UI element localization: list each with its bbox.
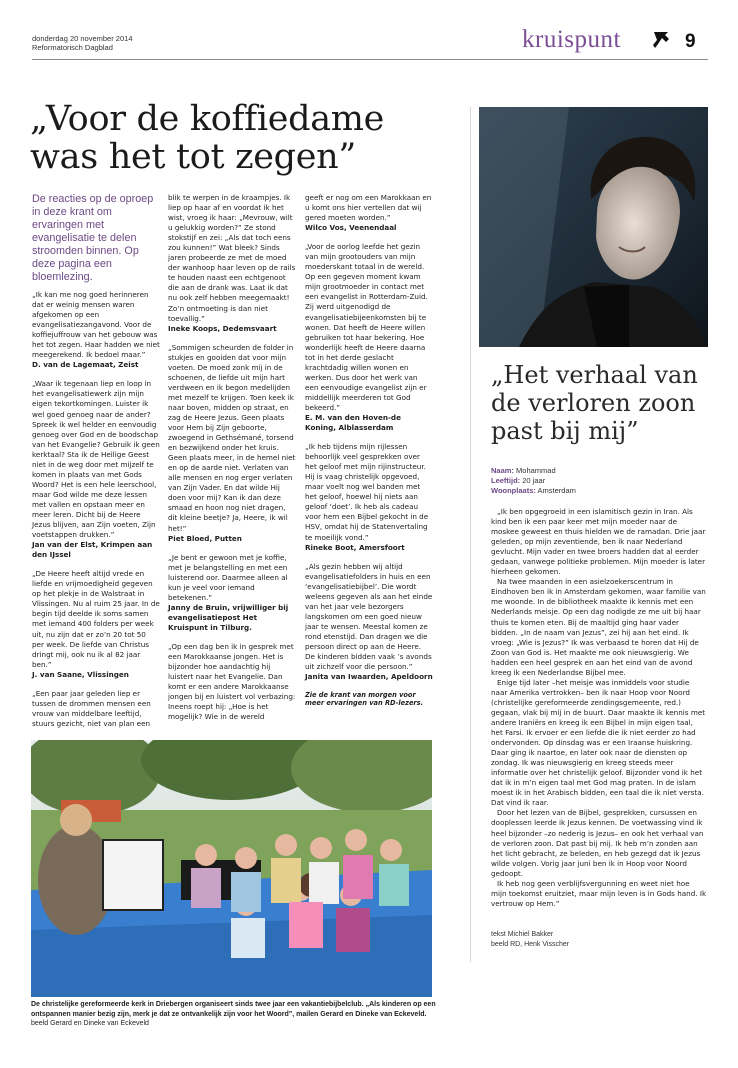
bible-club-photo: [31, 740, 432, 997]
letter-text: geeft er nog om een Marokkaan en u komt ons hier vertellen dat wij gered moeten worden.”: [305, 193, 432, 223]
letter-text: „Een paar jaar geleden liep er tussen de drommen mensen een vrouw van middelbare leeftijd, stuurs gezicht, niet van plan een: [32, 688, 151, 728]
letters-column-3: [305, 193, 433, 707]
letter: [305, 562, 433, 683]
name-value: Mohammad: [516, 466, 556, 475]
caption-text: De christelijke gereformeerde kerk in Driebergen organiseert sinds twee jaar een vakantiebijbelclub. „Als kinderen op een ontspannen manier bezig zijn, merk je dat ze ontvankelijk zijn voor het Woord”, mailen Gerard en Dineke van Eckeveld.: [31, 1001, 436, 1018]
name-label: Naam:: [491, 466, 514, 475]
letter-signature: Janny de Bruin, vrijwilliger bij evangelisatiepost Het Kruispunt in Tilburg.: [168, 602, 289, 632]
article-intro: De reacties op de oproep in deze krant om ervaringen met evangelisatie te delen stroomden binnen. Op deze pagina een bloemlezing.: [32, 193, 154, 283]
letter-text: „Als gezin hebben wij altijd evangelisatiefolders in huis en een ‘evangelisatiebijbel’. Die wordt weleens gegeven als aan het einde van het jaar vele bezorgers langskomen om een goed nieuw jaar te wensen. Meestal komen ze rond etenstijd. Dan dragen we die persoon direct op aan de Heere. De kinderen bidden vaak ’s avonds uit zichzelf voor die persoon.”: [305, 561, 433, 672]
place-value: Amsterdam: [537, 486, 576, 495]
letter-signature: J. van Saane, Vlissingen: [32, 669, 129, 679]
photo-caption: [31, 1000, 436, 1029]
more-experiences-note: Zie de krant van morgen voor meer ervaringen van RD-lezers.: [305, 691, 424, 708]
letter: [305, 193, 433, 233]
place-label: Woonplaats:: [491, 486, 536, 495]
testimony-story: [491, 507, 707, 909]
section-logo-icon: [652, 30, 670, 50]
page-headline: „Voor de koffiedame was het tot zegen”: [30, 99, 385, 177]
edition-date: donderdag 20 november 2014: [32, 34, 133, 43]
letter-signature: D. van de Lagemaat, Zeist: [32, 360, 139, 370]
profile-info: [491, 466, 576, 496]
pull-quote: „Het verhaal van de verloren zoon past bij mij”: [491, 361, 698, 445]
letter-text: „Ik kan me nog goed herinneren dat er weinig mensen waren afgekomen op een evangelisatiezangavond. Voor de koffiejuffrouw van het gebouw was het tot zegen. Haar hadden we niet meegerekend. Ik bedoel maar.”: [32, 290, 160, 360]
letter: [32, 689, 160, 729]
portrait-photo: [479, 107, 708, 347]
letter-text: „Ik heb tijdens mijn rijlessen behoorlijk veel gesprekken over het geloof met mijn rijinstructeur. Hij is vaag christelijk opgevoed, maar voelt nog wel banden met het geloof, hoewel hij niets aan geloof ‘doet’. Ik heb als cadeau voor hem een Bijbel gekocht in de HSV, omdat hij de Statenvertaling te moeilijk vond.”: [305, 442, 429, 542]
letter: [168, 553, 296, 633]
letter: [32, 569, 160, 680]
header-divider: [32, 59, 708, 60]
profile-name-row: [491, 466, 576, 476]
letter-text: „Op een dag ben ik in gesprek met een Marokkaanse jongen. Het is bijzonder hoe aandachtig hij luistert naar het Evangelie. Dan komt er een andere Marokkaanse jongen bij en luistert vol verbazing: Ineens roept hij: „Hoe is het mogelijk? Wie in de wereld: [168, 641, 296, 722]
letter-text: „Sommigen scheurden de folder in stukjes en gooiden dat voor mijn voeten. De moed zonk mij in de schoenen, de liefde uit mijn hart verdween en ik begon medelijden met mezelf te krijgen. Toen keek ik naar boven, midden op straat, en zag de Heere Jezus. Geen plaats voor Hem bij Zijn geboorte, zwoegend in Gethsémané, torsend en bezwijkend onder het kruis. Geen plaats meer, in de hemel niet en op de aarde niet. Verlaten van alle mensen en nog erger verlaten van Zijn Vader. En dat wilde Hij doen voor mij? Kan ik dan deze smaad en hoon nog niet dragen, dit kleine beetje? Ja, Heere, ik wil het!”: [168, 342, 296, 533]
story-paragraph: Door het lezen van de Bijbel, gesprekken, cursussen en dooplessen leerde ik Jezus kennen. De voetwassing vind ik heel bijzonder –zo nederig is Jezus– en ook het verhaal van de verloren zoon. Dat past bij mij. Ik heb m’n zonden aan het licht gebracht, ze beleden, en heb gezegd dat ik Jezus wilde volgen. Vorig jaar juni ben ik in Hoop voor Noord gedoopt.: [491, 808, 704, 878]
letter-signature: Jan van der Elst, Krimpen aan den IJssel: [32, 540, 153, 560]
profile-age-row: [491, 476, 576, 486]
story-paragraph: Na twee maanden in een asielzoekerscentrum in Eindhoven ben ik in Amsterdam gekomen, waar familie van me woonde. In de bibliotheek maakte ik kennis met een Nederlands meisje. Op een dag nodigde ze me uit bij haar thuis te komen eten. Bij de maaltijd ging haar vader bidden. „In de naam van Jezus”, zei hij aan het eind. Ik vroeg: „Wie is Jezus?” Ik was verbaasd te horen dat Hij de Zoon van God is. Het maakte me ook nieuwsgierig. We hadden een heel gesprek en aan het eind van de avond kreeg ik een Nederlandse Bijbel mee.: [491, 577, 706, 677]
letter-text: „Je bent er gewoon met je koffie, met je belangstelling en met een luisterend oor. Daarmee alleen al kun je veel voor iemand betekenen.”: [168, 552, 288, 602]
age-label: Leeftijd:: [491, 476, 521, 485]
story-credits: [491, 930, 569, 950]
letter-signature: Wilco Vos, Veenendaal: [305, 223, 397, 233]
section-title: kruispunt: [522, 26, 621, 53]
story-paragraph: „Ik ben opgegroeid in een islamitisch gezin in Iran. Als kind ben ik een paar keer met mijn moeder naar de moskee geweest en thuis hielden we de ramadan. Drie jaar geleden, op mijn zeventiende, ben ik naar Nederland gevlucht. Mijn vader en twee broers hadden dat al eerder gedaan, vanwege politieke problemen. Mijn moeder is later hierheen gekomen.: [491, 507, 706, 577]
letter-signature: Ineke Koops, Dedemsvaart: [168, 323, 277, 333]
age-value: 20 jaar: [522, 476, 546, 485]
letter: [32, 290, 160, 370]
letter: [168, 642, 296, 722]
caption-credit: beeld Gerard en Dineke van Eckeveld: [31, 1020, 149, 1028]
story-paragraph: Ik heb nog geen verblijfsvergunning en weet niet hoe mijn toekomst eruitziet, maar mijn leven is in Gods hand. Ik vertrouw op Hem.”: [491, 878, 707, 908]
letters-column-2: [168, 193, 296, 731]
letter-text: „Voor de oorlog leefde het gezin van mijn grootouders van mijn moederskant totaal in de wereld. Op een gegeven moment kwam mijn grootmoeder in contact met een evangelist in Rotterdam-Zuid. Zij werd uitgenodigd de evangelisatiebijeenkomsten bij te wonen. Dat heeft de Heere willen gebruiken tot haar bekering. Hoe wonderlijk heeft de Heere daarna tot in het derde geslacht krachtdadig willen wonen en werken. Dus door het werk van een eenvoudige evangelist zijn er middellijk meerderen tot God bekeerd.”: [305, 242, 428, 412]
header-date-block: [32, 34, 133, 52]
text-credit: tekst Michiel Bakker: [491, 931, 554, 938]
letter-text: „De Heere heeft altijd vrede en liefde en vrijmoedigheid gegeven op het plekje in de Walstraat in Vlissingen. Nu al ruim 25 jaar. In de begin tijd deelde ik soms samen met iemand 400 folders per week uit, nu zijn dat er zo’n 20 tot 50 per week. De liefde van Christus dringt mij, ook nu ik al 82 jaar ben.”: [32, 569, 160, 669]
letter-signature: Piet Bloed, Putten: [168, 533, 242, 543]
letter-signature: Rineke Boot, Amersfoort: [305, 542, 405, 552]
letter-signature: Janita van Iwaarden, Apeldoorn: [305, 672, 433, 682]
letter: [305, 442, 433, 553]
letter-signature: E. M. van den Hoven-de Koning, Alblasserdam: [305, 412, 401, 433]
letters-column-1: [32, 290, 160, 738]
letter: [32, 379, 160, 560]
letter-text: „Waar ik tegenaan liep en loop in het evangelisatiewerk zijn mijn eigen tekortkomingen. Luister ik wel goed genoeg naar de ander? Spreek ik wel helder en eenvoudig genoeg over God en de boodschap van het Evangelie? Gebruik ik geen kerktaal? Sta ik de Heilige Geest niet in de weg door met mijzelf te komen in plaats van met Gods Woord? Het is een hele leerschool, maar God wilde me deze lessen met vallen en opstaan meer en meer leren. Dicht bij de Heere Jezus blijven, aan Zijn voeten, Zijn voetstappen drukken.”: [32, 379, 160, 540]
publication-name: Reformatorisch Dagblad: [32, 43, 113, 52]
story-paragraph: Enige tijd later –het meisje was inmiddels voor studie naar Amerika vertrokken– ben ik naar Hoop voor Noord (christelijke gereformeerde zendingsgemeente, red.) gegaan, vlak bij mij in de buurt. Daar maakte ik kennis met andere Iraniërs en kreeg ik een Bijbel in mijn eigen taal, het Farsi. Ik ervoer er een liefde die ik niet eerder zo had ondervonden. Op dinsdag was er een Iraanse huiskring. Daar ging ik naartoe, en later ook naar de diensten op zondag. Ik was nieuwsgierig en kreeg steeds meer informatie over het christelijk geloof. Bijzonder vond ik het dat ik in m’n eigen taal met God mag praten. In de islam moest ik in het Arabisch bidden, een taal die ik niet versta. Dat vind ik raar.: [491, 677, 706, 808]
letter-text: blik te werpen in de kraampjes. Ik liep op haar af en voordat ik het wist, vroeg ik haar: „Mevrouw, wilt u gelukkig worden?” Ze stond stokstijf en zei: „Als dat toch eens zou kunnen!” Wat bleek? Sinds jaren probeerde ze met de moed der wanhoop haar leven op de rails te houden naast een echtgenoot die aan de drank was. Laat ik dat nu ook zelf hebben meegemaakt! Zo’n ontmoeting is dan niet toevallig.”: [168, 193, 296, 323]
page-number: 9: [685, 31, 696, 52]
photo-credit: beeld RD, Henk Visscher: [491, 941, 570, 948]
letter: [168, 193, 296, 334]
profile-place-row: [491, 486, 576, 496]
letter: [168, 343, 296, 544]
column-divider: [470, 107, 471, 962]
letter: [305, 242, 433, 433]
